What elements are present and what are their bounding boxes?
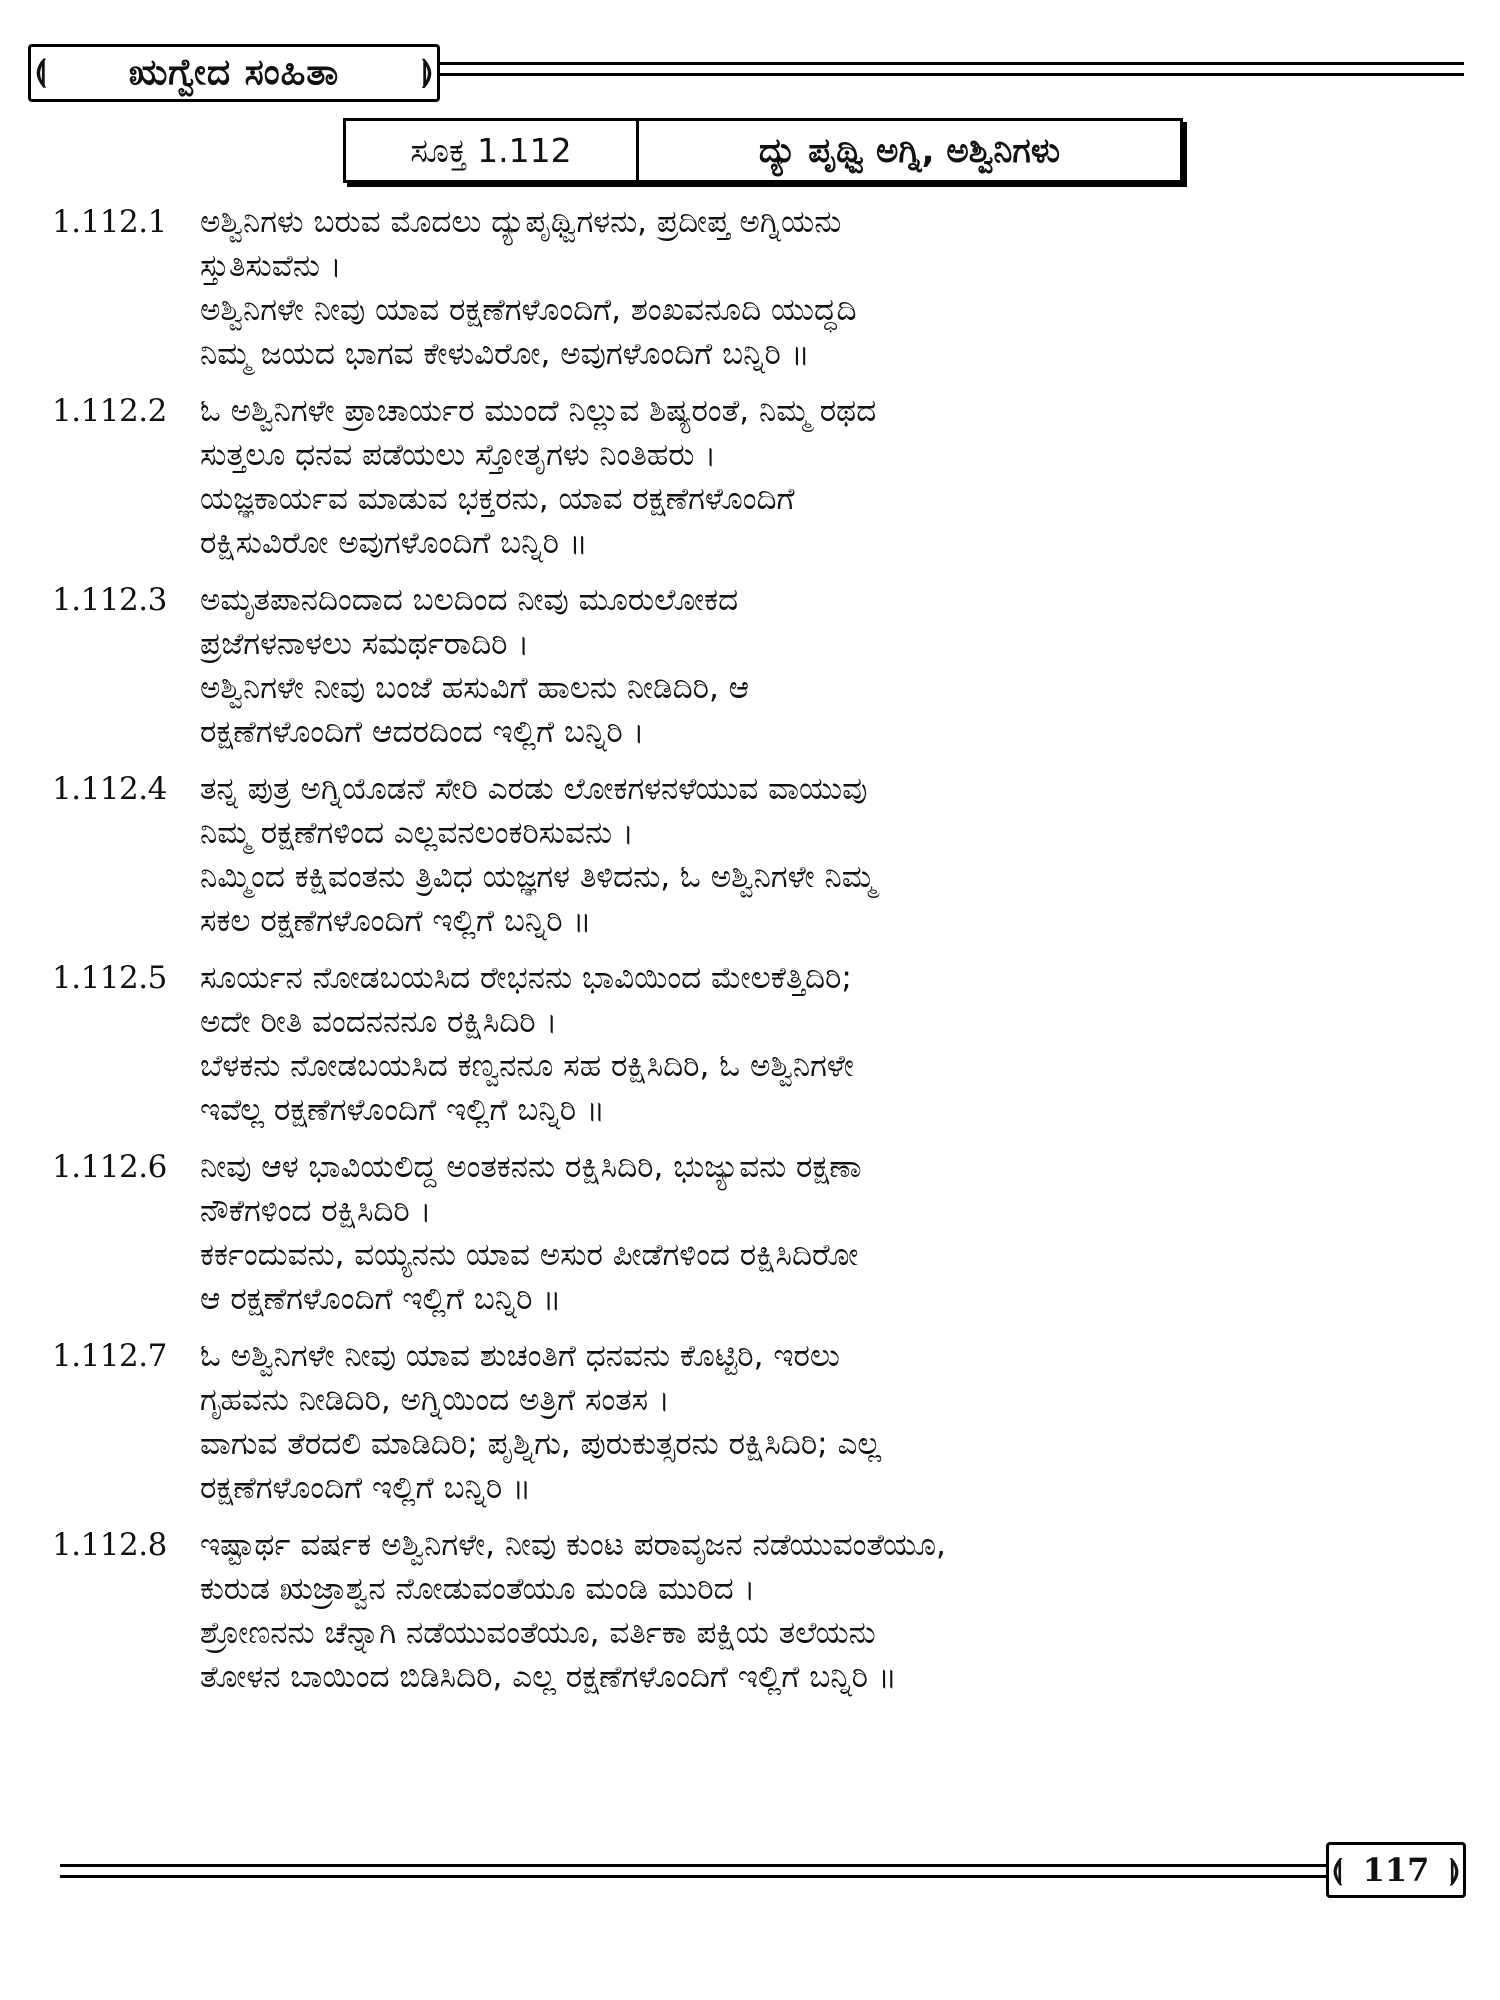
verse-line: ಯಜ್ಞಕಾರ್ಯವ ಮಾಡುವ ಭಕ್ತರನು, ಯಾವ ರಕ್ಷಣೆಗಳೊಂದಿಗೆ (200, 481, 795, 517)
ornament-icon: ⟬ (35, 54, 47, 89)
verse-line: ಕುರುಡ ಋಜ್ರಾಶ್ವನ ನೋಡುವಂತೆಯೂ ಮಂಡಿ ಮುರಿದ । (200, 1571, 756, 1607)
verse-line: ಅಶ್ವಿನಿಗಳೇ ನೀವು ಯಾವ ರಕ್ಷಣೆಗಳೊಂದಿಗೆ, ಶಂಖವನೂದಿ ಯುದ್ಧದಿ (200, 292, 857, 328)
verse-number: 1.112.4 (52, 771, 167, 807)
verse-number: 1.112.5 (52, 960, 167, 996)
verse-line: ನಿಮ್ಮಿಂದ ಕಕ್ಷಿವಂತನು ತ್ರಿವಿಧ ಯಜ್ಞಗಳ ತಿಳಿದನು, ಓ ಅಶ್ವಿನಿಗಳೇ ನಿಮ್ಮ (200, 859, 876, 895)
verse (52, 389, 1472, 565)
sukta-deity: ದ್ಯು ಪೃಥ್ವಿ ಅಗ್ನಿ, ಅಶ್ವಿನಿಗಳು (758, 130, 1061, 171)
verse-text (200, 1523, 1472, 1699)
verse-line: ಸೂರ್ಯನ ನೋಡಬಯಸಿದ ರೇಭನನು ಭಾವಿಯಿಂದ ಮೇಲಕೆತ್ತಿದಿರಿ; (200, 960, 852, 996)
verse-text (200, 1145, 1472, 1321)
verse (52, 1145, 1472, 1321)
verse-line: ಕರ್ಕಂದುವನು, ವಯ್ಯನನು ಯಾವ ಅಸುರ ಪೀಡೆಗಳಿಂದ ರಕ್ಷಿಸಿದಿರೋ (200, 1237, 859, 1273)
verse-line: ಇವೆಲ್ಲ ರಕ್ಷಣೆಗಳೊಂದಿಗೆ ಇಲ್ಲಿಗೆ ಬನ್ನಿರಿ ॥ (200, 1092, 605, 1128)
verse-line: ರಕ್ಷಣೆಗಳೊಂದಿಗೆ ಇಲ್ಲಿಗೆ ಬನ್ನಿರಿ ॥ (200, 1470, 532, 1506)
book-title: ಋಗ್ವೇದ ಸಂಹಿತಾ (128, 52, 340, 93)
verse-line: ನಿಮ್ಮ ಜಯದ ಭಾಗವ ಕೇಳುವಿರೋ, ಅವುಗಳೊಂದಿಗೆ ಬನ್ನಿರಿ ॥ (200, 336, 810, 372)
verse-line: ತನ್ನ ಪುತ್ರ ಅಗ್ನಿಯೊಡನೆ ಸೇರಿ ಎರಡು ಲೋಕಗಳನಳೆಯುವ ವಾಯುವು (200, 771, 868, 807)
verse-line: ಸ್ತುತಿಸುವೆನು । (200, 248, 342, 284)
verse (52, 578, 1472, 754)
verse-line: ಆ ರಕ್ಷಣೆಗಳೊಂದಿಗೆ ಇಲ್ಲಿಗೆ ಬನ್ನಿರಿ ॥ (200, 1281, 562, 1317)
verse-line: ನೀವು ಆಳ ಭಾವಿಯಲಿದ್ದ ಅಂತಕನನು ರಕ್ಷಿಸಿದಿರಿ, ಭುಜ್ಯುವನು ರಕ್ಷಣಾ (200, 1149, 862, 1185)
verse-line: ಓ ಅಶ್ವಿನಿಗಳೇ ನೀವು ಯಾವ ಶುಚಂತಿಗೆ ಧನವನು ಕೊಟ್ಟಿರಿ, ಇರಲು (200, 1338, 840, 1374)
book-title-tab (28, 44, 440, 102)
verse-line: ಗೃಹವನು ನೀಡಿದಿರಿ, ಅಗ್ನಿಯಿಂದ ಅತ್ರಿಗೆ ಸಂತಸ । (200, 1382, 670, 1418)
verse-line: ರಕ್ಷಿಸುವಿರೋ ಅವುಗಳೊಂದಿಗೆ ಬನ್ನಿರಿ ॥ (200, 525, 588, 561)
ornament-icon: ⟭ (1449, 1853, 1460, 1886)
verse-line: ಅಶ್ವಿನಿಗಳೇ ನೀವು ಬಂಜೆ ಹಸುವಿಗೆ ಹಾಲನು ನೀಡಿದಿರಿ, ಆ (200, 670, 750, 706)
verse-number: 1.112.1 (52, 204, 167, 240)
sukta-number: ಸೂಕ್ತ 1.112 (346, 121, 639, 180)
ornament-icon: ⟬ (1332, 1853, 1343, 1886)
verse-line: ಇಷ್ಟಾರ್ಥ ವರ್ಷಕ ಅಶ್ವಿನಿಗಳೇ, ನೀವು ಕುಂಟ ಪರಾವೃಜನ ನಡೆಯುವಂತೆಯೂ, (200, 1527, 946, 1563)
verse-line: ಪ್ರಜೆಗಳನಾಳಲು ಸಮರ್ಥರಾದಿರಿ । (200, 626, 530, 662)
verse-line: ವಾಗುವ ತೆರದಲಿ ಮಾಡಿದಿರಿ; ಪೃಶ್ನಿಗು, ಪುರುಕುತ್ಸರನು ರಕ್ಷಿಸಿದಿರಿ; ಎಲ್ಲ (200, 1426, 882, 1462)
verse-text (200, 578, 1472, 754)
verse-line: ನಿಮ್ಮ ರಕ್ಷಣೆಗಳಿಂದ ಎಲ್ಲವನಲಂಕರಿಸುವನು । (200, 815, 634, 851)
verse-number: 1.112.3 (52, 582, 167, 618)
verse (52, 1334, 1472, 1510)
verse-line: ಸಕಲ ರಕ್ಷಣೆಗಳೊಂದಿಗೆ ಇಲ್ಲಿಗೆ ಬನ್ನಿರಿ ॥ (200, 903, 592, 939)
verse (52, 200, 1472, 376)
verse-text (200, 389, 1472, 565)
verse (52, 1523, 1472, 1699)
verse-line: ನೌಕೆಗಳಿಂದ ರಕ್ಷಿಸಿದಿರಿ । (200, 1193, 432, 1229)
verse-line: ಅಶ್ವಿನಿಗಳು ಬರುವ ಮೊದಲು ದ್ಯುಪೃಥ್ವಿಗಳನು, ಪ್ರದೀಪ್ತ ಅಗ್ನಿಯನು (200, 204, 842, 240)
verse-line: ತೋಳನ ಬಾಯಿಂದ ಬಿಡಿಸಿದಿರಿ, ಎಲ್ಲ ರಕ್ಷಣೆಗಳೊಂದಿಗೆ ಇಲ್ಲಿಗೆ ಬನ್ನಿರಿ ॥ (200, 1659, 897, 1695)
verse-text (200, 956, 1472, 1132)
verse-line: ಓ ಅಶ್ವಿನಿಗಳೇ ಪ್ರಾಚಾರ್ಯರ ಮುಂದೆ ನಿಲ್ಲುವ ಶಿಷ್ಯರಂತೆ, ನಿಮ್ಮ ರಥದ (200, 393, 877, 429)
verse-number: 1.112.6 (52, 1149, 167, 1185)
verse-number: 1.112.2 (52, 393, 167, 429)
verse-line: ಬೆಳಕನು ನೋಡಬಯಸಿದ ಕಣ್ವನನೂ ಸಹ ರಕ್ಷಿಸಿದಿರಿ, ಓ ಅಶ್ವಿನಿಗಳೇ (200, 1048, 854, 1084)
ornament-icon: ⟭ (421, 54, 433, 89)
verse-number: 1.112.8 (52, 1527, 167, 1563)
verse-line: ಅದೇ ರೀತಿ ವಂದನನನೂ ರಕ್ಷಿಸಿದಿರಿ । (200, 1004, 558, 1040)
sukta-heading-box (343, 118, 1183, 183)
header-double-rule (438, 62, 1464, 76)
verse-line: ರಕ್ಷಣೆಗಳೊಂದಿಗೆ ಆದರದಿಂದ ಇಲ್ಲಿಗೆ ಬನ್ನಿರಿ । (200, 714, 645, 750)
page-number-tab (1326, 1842, 1466, 1898)
verse-text (200, 200, 1472, 376)
footer-double-rule (60, 1864, 1328, 1878)
verse-line: ಅಮೃತಪಾನದಿಂದಾದ ಬಲದಿಂದ ನೀವು ಮೂರುಲೋಕದ (200, 582, 739, 618)
verse-line: ಸುತ್ತಲೂ ಧನವ ಪಡೆಯಲು ಸ್ತೋತೃಗಳು ನಿಂತಿಹರು । (200, 437, 717, 473)
verse-list (52, 200, 1472, 1712)
verse-line: ಶ್ರೋಣನನು ಚೆನ್ನಾಗಿ ನಡೆಯುವಂತೆಯೂ, ವರ್ತಿಕಾ ಪಕ್ಷಿಯ ತಲೆಯನು (200, 1615, 876, 1651)
verse-text (200, 1334, 1472, 1510)
verse (52, 767, 1472, 943)
page-number: 117 (1362, 1851, 1430, 1889)
verse (52, 956, 1472, 1132)
verse-number: 1.112.7 (52, 1338, 167, 1374)
verse-text (200, 767, 1472, 943)
